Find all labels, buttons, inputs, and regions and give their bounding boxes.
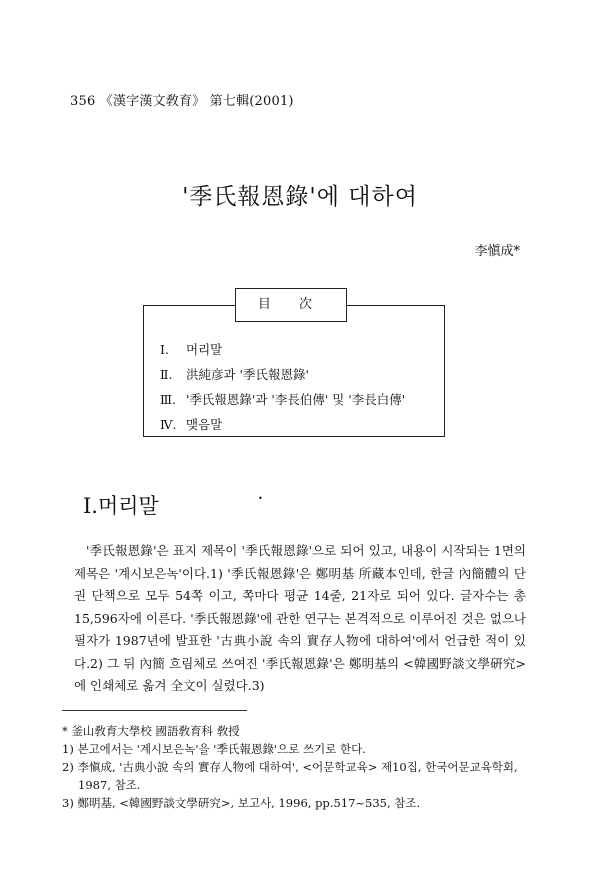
toc-item-number: Ⅰ. [160, 342, 169, 357]
toc-heading: 目 次 [235, 288, 347, 322]
article-title: '季氏報恩錄'에 대하여 [182, 184, 418, 210]
toc-item-number: Ⅲ. [160, 392, 177, 407]
toc-item [160, 365, 309, 383]
toc-item-number: Ⅱ. [160, 367, 173, 382]
toc-item-label: 머리말 [186, 342, 223, 357]
footnote-affiliation: * 釜山敎育大學校 國語敎育科 敎授 [62, 724, 240, 738]
toc-item [160, 415, 222, 433]
footnote-rule [62, 710, 247, 711]
toc-item-label: 맺음말 [186, 417, 223, 432]
stray-dot: • [258, 494, 263, 503]
toc-item-label: '季氏報恩錄'과 '李長伯傳' 및 '李長白傳' [186, 392, 406, 407]
running-head: 356 《漢字漢文敎育》 第七輯(2001) [70, 94, 294, 109]
toc-item [160, 390, 405, 408]
footnote-2: 2) 李愼成, '古典小說 속의 實存人物에 대하여', <어문학교육> 제10집, 한국어문교육학회, 1987, 참조. [62, 760, 518, 792]
body-text [74, 540, 526, 698]
footnote-3: 3) 鄭明基, <韓國野談文學硏究>, 보고사, 1996, pp.517~535, 참조. [62, 796, 421, 810]
toc-item-label: 洪純彦과 '季氏報恩錄' [186, 367, 309, 382]
author-name: 李愼成* [474, 244, 520, 259]
section-heading: Ⅰ.머리말 [83, 494, 159, 518]
footnote-1: 1) 본고에서는 '계시보은녹'을 '季氏報恩錄'으로 쓰기로 한다. [62, 742, 366, 756]
body-paragraph: '季氏報恩錄'은 표지 제목이 '季氏報恩錄'으로 되어 있고, 내용이 시작되는 1면의 제목은 '계시보은녹'이다.1) '季氏報恩錄'은 鄭明基 所藏本인데, 한글 內簡體의 단권 단책으로 모두 54쪽 이고, 쪽마다 평균 14줄, 21자로 되어 있다. 글자수는 총 15,596자에 이른다. '季氏報恩錄'에 관한 연구는 본격적으로 이루어진 것은 없으나 필자가 1987년에 발표한 '古典小說 속의 實存人物에 대하여'에서 언급한 적이 있다.2) 그 뒤 內簡 흐림체로 쓰여진 '季氏報恩錄'은 鄭明基의 <韓國野談文學硏究>에 인쇄체로 옮겨 全文이 실렸다.3) [74, 543, 526, 693]
toc-item-number: Ⅳ. [160, 417, 177, 432]
toc-item [160, 340, 222, 358]
footnotes [62, 722, 532, 812]
